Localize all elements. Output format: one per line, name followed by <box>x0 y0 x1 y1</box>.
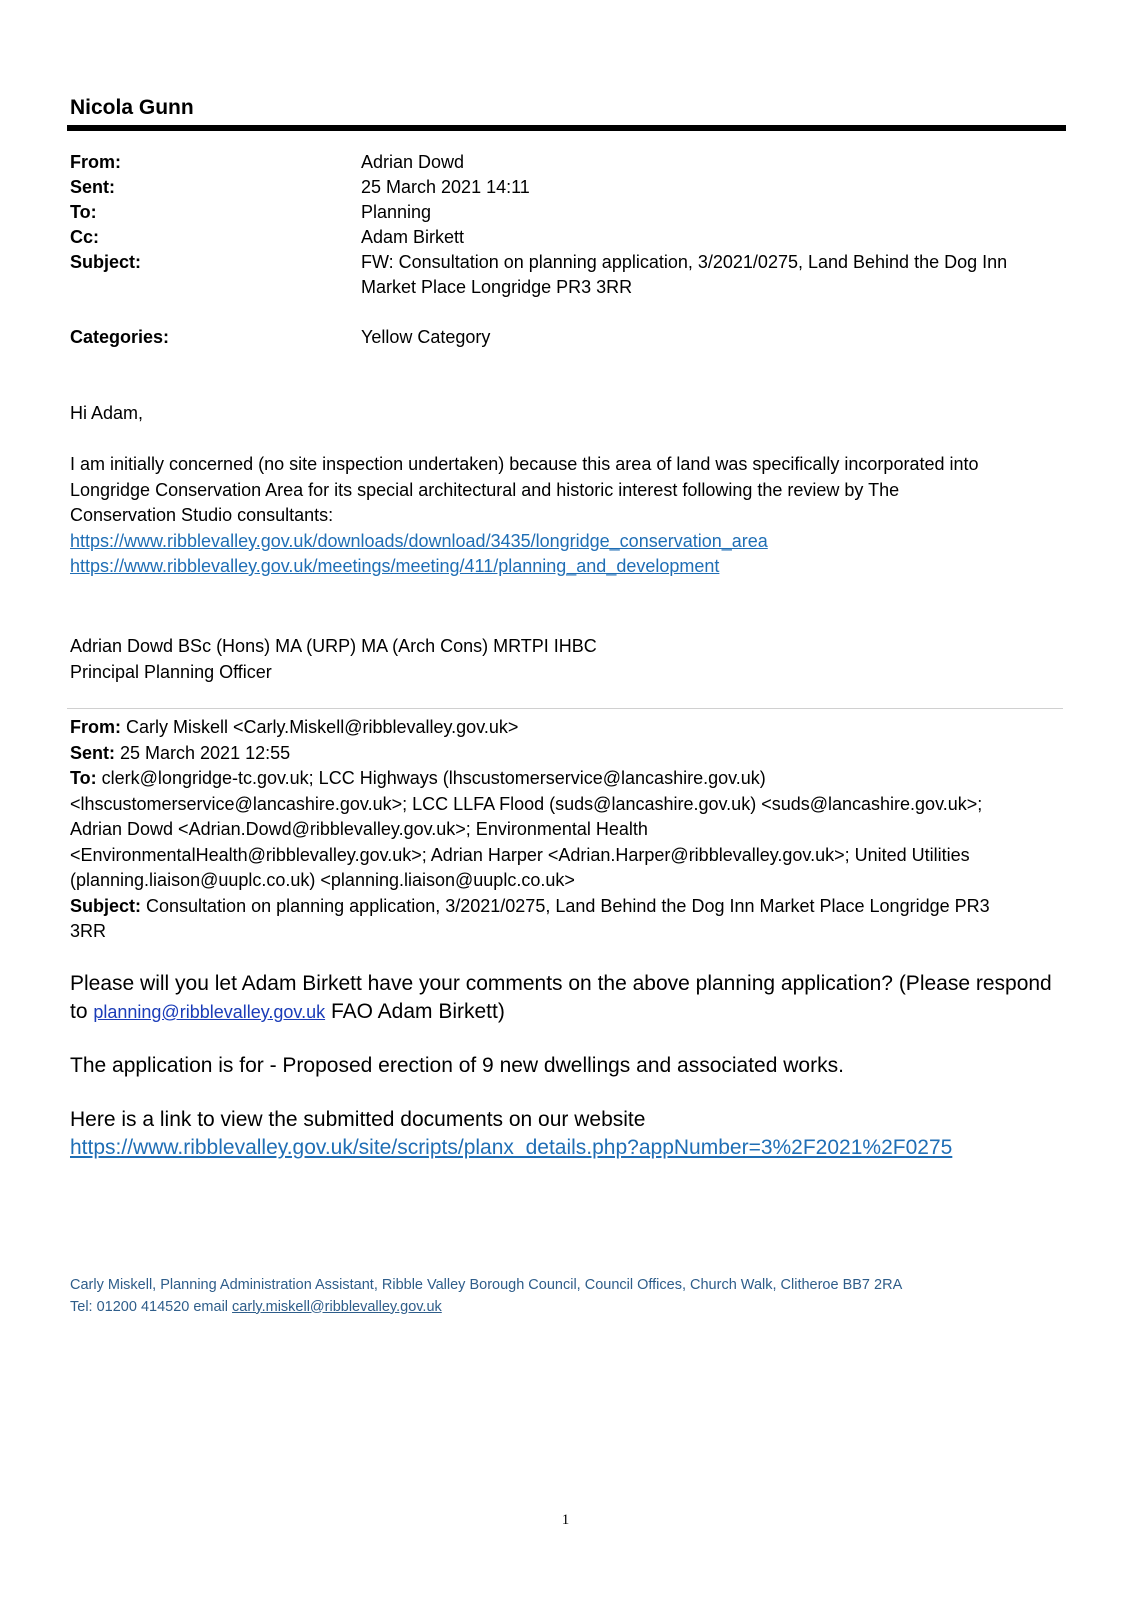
sender-footer <box>70 1275 902 1318</box>
subject-line-1: FW: Consultation on planning application, 3/2021/0275, Land Behind the Dog Inn <box>361 252 1008 272</box>
reply-body <box>70 401 1065 580</box>
page-number: 1 <box>561 1512 570 1528</box>
footer-line-2: Tel: 01200 414520 email carly.miskell@ribblevalley.gov.uk <box>70 1298 442 1315</box>
categories-label: Categories: <box>70 327 170 347</box>
categories-value: Yellow Category <box>361 327 491 347</box>
subject-line-2: Market Place Longridge PR3 3RR <box>361 277 633 297</box>
from-label: From: <box>70 152 121 172</box>
fwd-subject-row: Subject: Consultation on planning application, 3/2021/0275, Land Behind the Dog Inn Market Place Longridge PR3 3RR <box>70 895 990 941</box>
header-to-row <box>70 200 1065 225</box>
header-sent-row <box>70 175 1065 200</box>
header-cc-row <box>70 225 1065 250</box>
subject-label: Subject: <box>70 252 142 272</box>
header-divider <box>67 125 1066 131</box>
to-value: Planning <box>361 202 432 222</box>
sent-label: Sent: <box>70 177 115 197</box>
forwarded-header <box>70 715 1065 945</box>
signature-title: Principal Planning Officer <box>70 661 272 682</box>
to-label: To: <box>70 202 97 222</box>
signature-name: Adrian Dowd BSc (Hons) MA (URP) MA (Arch Cons) MRTPI IHBC <box>70 636 597 656</box>
subject-value <box>361 250 1065 300</box>
sent-value: 25 March 2021 14:11 <box>361 177 530 197</box>
documents-paragraph: Here is a link to view the submitted documents on our website https://www.ribblevalley.gov.uk/site/scripts/planx_details.php?appNumber=3%2F2021%2F0275 <box>70 1108 953 1159</box>
footer-email-link[interactable]: carly.miskell@ribblevalley.gov.uk <box>232 1298 442 1315</box>
footer-line-1: Carly Miskell, Planning Administration Assistant, Ribble Valley Borough Council, Council Offices, Church Walk, Clitheroe BB7 2RA <box>70 1277 903 1293</box>
cc-value: Adam Birkett <box>361 227 465 247</box>
email-header <box>70 150 1065 350</box>
header-categories-row <box>70 325 1065 350</box>
fwd-from-row: From: Carly Miskell <Carly.Miskell@ribblevalley.gov.uk> <box>70 717 519 737</box>
header-subject-row <box>70 250 1065 300</box>
planning-meeting-link[interactable]: https://www.ribblevalley.gov.uk/meetings/meeting/411/planning_and_development <box>70 556 720 576</box>
concern-paragraph: I am initially concerned (no site inspection undertaken) because this area of land was specifically incorporated into Longridge Conservation Area for its special architectural and historic interest following the review by The Conservation Studio consultants: https://www.ribblevalley.gov.uk/downloads/download/3435/longridge_conservation_area https://www.ribblevalley.gov.uk/meetings/meeting/411/planning_and_development <box>70 454 979 576</box>
greeting: Hi Adam, <box>70 403 144 423</box>
request-paragraph: Please will you let Adam Birkett have your comments on the above planning application? (Please respond to planning@ribblevalley.gov.uk FAO Adam Birkett) <box>70 972 1052 1023</box>
planning-email-link[interactable]: planning@ribblevalley.gov.uk <box>93 1002 326 1022</box>
cc-label: Cc: <box>70 227 100 247</box>
application-description: The application is for - Proposed erection of 9 new dwellings and associated works. <box>70 1054 844 1077</box>
mailbox-owner-name: Nicola Gunn <box>70 96 194 119</box>
fwd-sent-row: Sent: 25 March 2021 12:55 <box>70 742 291 763</box>
submitted-documents-link[interactable]: https://www.ribblevalley.gov.uk/site/scripts/planx_details.php?appNumber=3%2F2021%2F0275 <box>70 1136 953 1159</box>
header-from-row <box>70 150 1065 175</box>
fwd-to-row: To: clerk@longridge-tc.gov.uk; LCC Highways (lhscustomerservice@lancashire.gov.uk) <lhscustomerservice@lancashire.gov.uk>; LCC LLFA Flood (suds@lancashire.gov.uk) <suds@lancashire.gov.uk>; Adrian Dowd <Adrian.Dowd@ribblevalley.gov.uk>; Environmental Health <EnvironmentalHealth@ribblevalley.gov.uk>; Adrian Harper <Adrian.Harper@ribblevalley.gov.uk>; United Utilities (planning.liaison@uuplc.co.uk) <planning.liaison@uuplc.co.uk> <box>70 768 983 890</box>
consultation-message <box>70 970 1070 1162</box>
signature <box>70 634 597 685</box>
forward-divider <box>67 708 1063 709</box>
from-value: Adrian Dowd <box>361 152 465 172</box>
conservation-area-link[interactable]: https://www.ribblevalley.gov.uk/downloads/download/3435/longridge_conservation_area <box>70 530 768 551</box>
